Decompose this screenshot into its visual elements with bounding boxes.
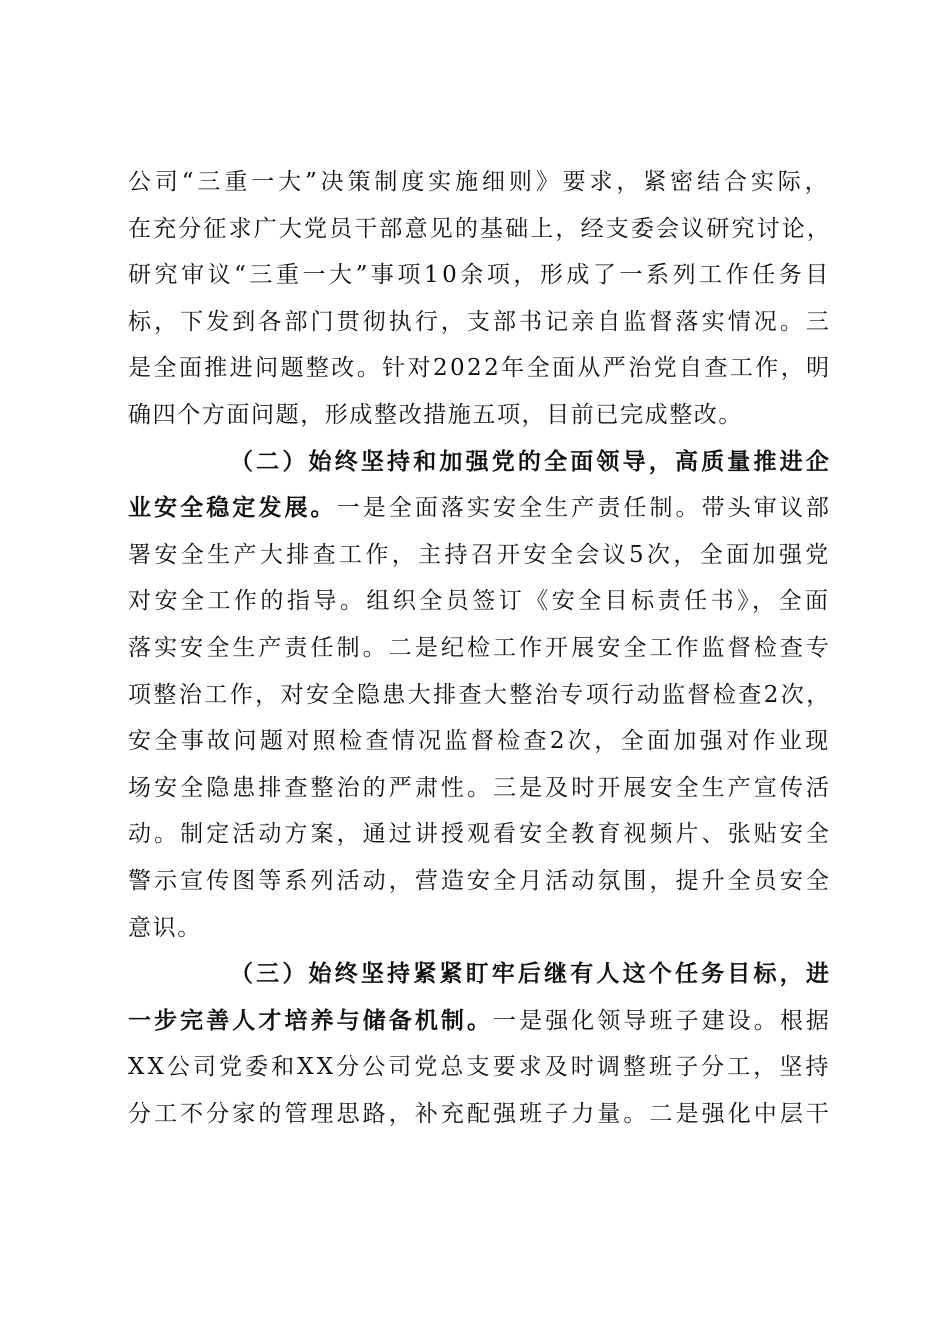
text-run: 是全面推进问题整改。针对2022年全面从严治党自查工作，明 bbox=[128, 355, 832, 382]
text-run: 场安全隐患排查整治的严肃性。三是及时开展安全生产宣传活 bbox=[128, 774, 832, 801]
paragraph-line bbox=[128, 861, 832, 901]
text-run: 分工不分家的管理思路，补充配强班子力量。二是强化中层干 bbox=[128, 1101, 832, 1127]
bold-text-run: （三）始终坚持紧紧盯牢后继有人这个任务目标，进 bbox=[230, 960, 832, 988]
paragraph-line bbox=[128, 348, 832, 388]
text-run: 警示宣传图等系列活动，营造安全月活动氛围，提升全员安全 bbox=[128, 868, 832, 894]
paragraph-line bbox=[128, 1094, 832, 1134]
text-run: 公司“三重一大”决策制度实施细则》要求，紧密结合实际， bbox=[128, 169, 832, 195]
bold-text-run: 业安全稳定发展。 bbox=[128, 494, 337, 522]
bold-text-run: 一步完善人才培养与储备机制。 bbox=[128, 1006, 494, 1034]
paragraph-line bbox=[128, 255, 832, 295]
paragraph-line bbox=[128, 908, 202, 948]
paragraph-line bbox=[128, 488, 832, 528]
text-run: 研究审议“三重一大”事项10余项，形成了一系列工作任务目 bbox=[128, 262, 832, 289]
paragraph-line bbox=[128, 395, 743, 435]
text-run: 落实安全生产责任制。二是纪检工作开展安全工作监督检查专 bbox=[128, 635, 832, 661]
paragraph-line bbox=[128, 721, 832, 761]
paragraph-line bbox=[128, 768, 832, 808]
paragraph-line bbox=[230, 442, 832, 482]
text-run: 标，下发到各部门贯彻执行，支部书记亲自监督落实情况。三 bbox=[128, 308, 832, 335]
text-run: 一是全面落实安全生产责任制。带头审议部 bbox=[336, 495, 833, 522]
text-run: 署安全生产大排查工作，主持召开安全会议5次，全面加强党 bbox=[128, 541, 832, 568]
paragraph-line bbox=[128, 162, 832, 202]
text-run: 意识。 bbox=[128, 914, 202, 941]
text-run: 安全事故问题对照检查情况监督检查2次，全面加强对作业现 bbox=[128, 728, 832, 755]
text-run: 确四个方面问题，形成整改措施五项，目前已完成整改。 bbox=[128, 402, 743, 428]
bold-text-run: （二）始终坚持和加强党的全面领导，高质量推进企 bbox=[230, 447, 832, 475]
paragraph-line bbox=[128, 1001, 832, 1041]
paragraph-line bbox=[128, 675, 832, 715]
text-run: 动。制定活动方案，通过讲授观看安全教育视频片、张贴安全 bbox=[128, 821, 832, 848]
text-run: 项整治工作，对安全隐患大排查大整治专项行动监督检查2次， bbox=[128, 681, 832, 708]
text-run: XX公司党委和XX分公司党总支要求及时调整班子分工，坚持 bbox=[128, 1054, 832, 1081]
text-run: 在充分征求广大党员干部意见的基础上，经支委会议研究讨论， bbox=[128, 215, 832, 242]
paragraph-line bbox=[230, 954, 832, 994]
paragraph-line bbox=[128, 628, 832, 668]
paragraph-line bbox=[128, 814, 832, 854]
paragraph-line bbox=[128, 302, 832, 342]
text-run: 对安全工作的指导。组织全员签订《安全目标责任书》，全面 bbox=[128, 588, 832, 615]
paragraph-line bbox=[128, 1047, 832, 1087]
paragraph-line bbox=[128, 581, 832, 621]
paragraph-line bbox=[128, 209, 832, 249]
text-run: 一是强化领导班子建设。根据 bbox=[493, 1007, 833, 1034]
paragraph-line bbox=[128, 535, 832, 575]
